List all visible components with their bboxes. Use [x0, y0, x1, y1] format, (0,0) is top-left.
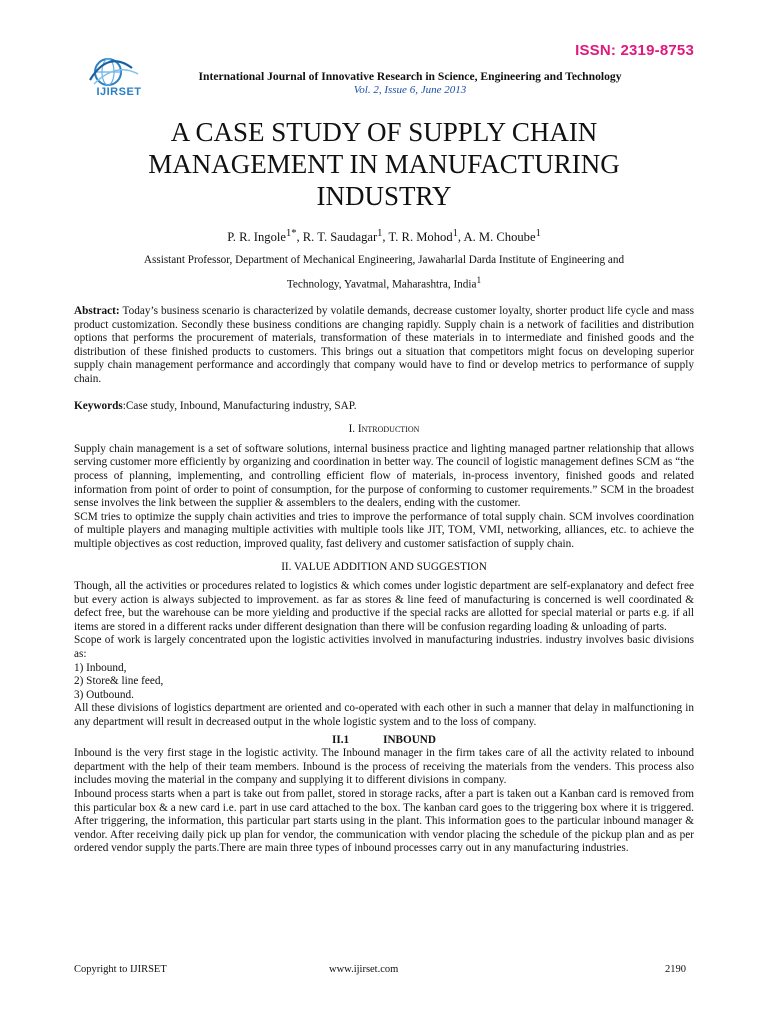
- journal-name: International Journal of Innovative Research in Science, Engineering and Technology: [198, 70, 622, 83]
- subsection-number: II.1: [332, 733, 350, 746]
- abstract-text: Today’s business scenario is characterized by volatile demands, decrease customer loyalty, shorter product life cycle and mass product customization. Secondly these business conditions are changing rapidly. Supply chain is a network of facilities and distribution options that performs the procurement of materials, transformation of these materials in to intermediate and finished goods and the distribution of these finished products to customers. This brings out a situation that competitors might focus on developing superior supply chain management performance and accordingly that company would have to find or develop metrics to performance of supply chain.: [74, 305, 694, 385]
- author-name: R. T. Saudagar: [302, 230, 378, 245]
- title-line: A CASE STUDY OF SUPPLY CHAIN: [170, 117, 598, 147]
- list-item: 1) Inbound,: [74, 661, 127, 674]
- keywords-label: Keywords: [74, 399, 123, 412]
- affiliation-line: Technology, Yavatmal, Maharashtra, India: [286, 278, 477, 291]
- list-item: 3) Outbound.: [74, 688, 134, 701]
- issn: ISSN: 2319-8753: [575, 42, 694, 59]
- section-heading: II. VALUE ADDITION AND SUGGESTION: [281, 560, 487, 573]
- footer-copyright: Copyright to IJIRSET: [74, 964, 167, 975]
- paragraph: Inbound is the very first stage in the logistic activity. The Inbound manager in the firm takes care of all the activity related to inbound department with the help of their team members. Inbound is the process of receiving the materials from the venders. This process also includes moving the material in the company and supplying it to different divisions in company.: [74, 747, 694, 787]
- affiliation: [100, 250, 668, 296]
- author-sup: 1: [535, 228, 541, 239]
- logo-text: IJIRSET: [96, 86, 142, 98]
- subsection-title: INBOUND: [383, 733, 436, 746]
- paragraph: All these divisions of logistics department are oriented and co-operated with each other in such a manner that delay in malfunctioning in any department will result in decreased output in the whole logistic system and to the loss of company.: [74, 702, 694, 729]
- title-line: INDUSTRY: [316, 181, 452, 211]
- ijirset-logo: [86, 50, 152, 104]
- paragraph: Scope of work is largely concentrated upon the logistic activities involved in manufacturing industries. industry involves basic divisions as:: [74, 634, 694, 661]
- title-line: MANAGEMENT IN MANUFACTURING: [148, 149, 620, 179]
- author-sup: 1*: [285, 228, 297, 239]
- page-footer: [74, 964, 694, 978]
- author-sup: 1: [452, 228, 458, 239]
- paper-body: [74, 305, 694, 856]
- affiliation-sup: 1: [476, 276, 482, 286]
- paragraph: Inbound process starts when a part is take out from pallet, stored in storage racks, after a part is taken out a Kanban card is removed from this particular box & a new card i.e. part in use card attached to the box. The kanban card goes to the triggering box where it is triggered. After triggering, the information, this particular part starts using in the plant. This information goes to the particular inbound manager & vendor. After receiving daily pick up plan for vendor, the communication with vendor placing the schedule of the pickup plan and as per ordered vendor supply the parts.There are main three types of inbound processes carry out in any manufacturing industries.: [74, 788, 694, 855]
- journal-volume: Vol. 2, Issue 6, June 2013: [353, 84, 467, 96]
- affiliation-line: Assistant Professor, Department of Mechanical Engineering, Jawaharlal Darda Institute of Engineering and: [143, 254, 625, 266]
- paragraph: Supply chain management is a set of software solutions, internal business practice and lighting managed partner relationship that allows serving customer more efficiently by organizing and coordination in better way. The council of logistic management defines SCM as “the process of planning, implementing, and controlling efficient flow of materials, in-process inventory, finished goods and related information from point of order to point of consumption, for the purpose of conforming to customer requirements.” SCM in the broadest sense involves the link between the supplier & assemblers to the dealers, ending with the customer.: [74, 442, 694, 510]
- abstract-label: Abstract:: [74, 305, 120, 317]
- abstract: [74, 305, 694, 387]
- page-number: 2190: [665, 964, 686, 975]
- author-name: T. R. Mohod: [388, 230, 453, 245]
- author-name: A. M. Choube: [463, 230, 536, 245]
- keywords-text: :Case study, Inbound, Manufacturing industry, SAP.: [122, 399, 357, 412]
- paragraph: SCM tries to optimize the supply chain activities and tries to improve the performance of total supply chain. SCM involves coordination of multiple players and managing multiple activities with multiple tools like JIT, TOM, VMI, networking, alliances, etc. to achieve the multiple objectives as cost reduction, improved quality, fast delivery and customer satisfaction of supply chain.: [74, 510, 694, 550]
- subsection-heading: [74, 734, 694, 748]
- globe-icon: [86, 50, 152, 90]
- keywords: [74, 400, 694, 414]
- author-name: P. R. Ingole: [227, 230, 286, 245]
- paragraph: Though, all the activities or procedures related to logistics & which comes under logistic department are self-explanatory and defect free but every action is always subjected to improvement. as far as stores & line feed of manufacturing is concerned is well coordinated & defect free, but the warehouse can be more yielding and productive if the special racks are allotted for special material or parts e.g. if all items are stored in a different racks under different designation than there will be confusion regarding loading & unloading of parts.: [74, 580, 694, 633]
- footer-website: www.ijirset.com: [329, 964, 399, 975]
- author-list: P. R. Ingole$^{1*}$, R. T. Saudagar$^1$, T. R. Mohod$^1$, A. M. Choube$^1$: [227, 228, 541, 245]
- paper-title: [70, 116, 698, 212]
- author-sup: 1: [377, 228, 383, 239]
- section-heading: I. Introduction: [348, 423, 420, 436]
- list-item: 2) Store& line feed,: [74, 675, 164, 688]
